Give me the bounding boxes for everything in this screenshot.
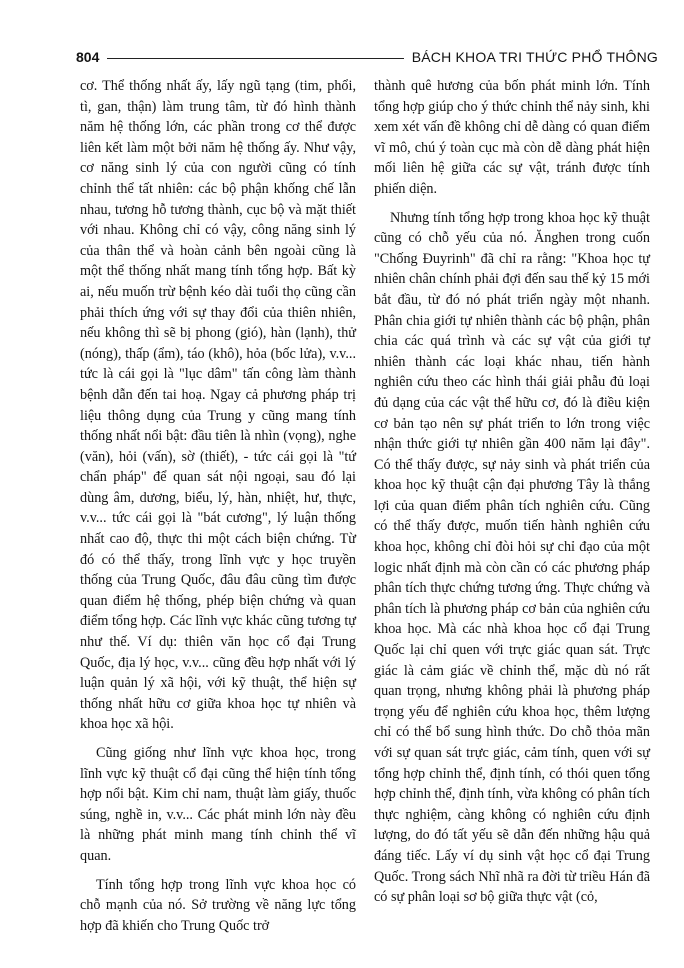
paragraph: thành quê hương của bốn phát minh lớn. Tính tổng hợp giúp cho ý thức chỉnh thể nảy sinh, khi xem xét vấn đề không chỉ dễ dàng có quan điểm vĩ mô, chú ý toàn cục mà còn dễ dàng phát hiện mối liên hệ giữa các sự vật, tránh được tính phiến diện.: [374, 78, 650, 197]
paragraph: Tính tổng hợp trong lĩnh vực khoa học có chỗ mạnh của nó. Sở trường về năng lực tổng hợp đã khiến cho Trung Quốc trở: [80, 876, 356, 934]
paragraph: Nhưng tính tổng hợp trong khoa học kỹ thuật cũng có chỗ yếu của nó. Ănghen trong cuốn "Chống Đuyrinh" đã chỉ ra rằng: "Khoa học tự nhiên chân chính phải đợi đến sau thế kỷ 15 mới bắt đầu, từ đó nó phát triển ngày một nhanh. Phân chia giới tự nhiên thành các bộ phận, phân chia các quá trình và các sự vật của giới tự nhiên thành các loại khác nhau, tiến hành nghiên cứu theo các hình thái giải phẫu đủ loại đủ dạng của các vật thể hữu cơ, đó là điều kiện cơ bản tạo nên sự phát triển to lớn trong việc nhận thức giới tự nhiên gần 400 năm lại đây". Có thể thấy được, sự nảy sinh và phát triển của khoa học kỹ thuật cận đại phương Tây là thắng lợi của quan điểm phân tích nghiên cứu. Cũng có thể thấy được, muốn tiến hành nghiên cứu khoa học, không chỉ đòi hỏi sự chỉ đạo của một logic nhất định mà còn cần có các phương pháp phân tích thực chứng tương ứng. Thực chứng và phân tích là phương pháp cơ bản của nghiên cứu khoa học. Mà các nhà khoa học cổ đại Trung Quốc lại chỉ quen với trực giác quan sát. Trực giác là cảm giác về chỉnh thể, mặc dù nó rất quan trọng, nhưng không phải là phương pháp trọng yếu để nghiên cứu khoa học, thêm lượng chỉ có thể bổ sung hình thức. Do chỗ thỏa mãn với sự quan sát trực giác, cảm tính, quen với sự tổng hợp chỉnh thể, định tính, có thói quen tổng hợp chỉnh thể, định tính, vừa không có phân tích thực nghiệm, càng không có nghiên cứu định lượng, do đó tất yếu sẽ dẫn đến những hậu quả đáng tiếc. Lấy ví dụ sinh vật học cổ đại Trung Quốc. Trong sách Nhĩ nhã ra đời từ triều Hán đã có sự phân loại sơ bộ giữa thực vật (cỏ,: [374, 209, 650, 906]
page-number: 804: [76, 49, 100, 65]
running-title: BÁCH KHOA TRI THỨC PHỔ THÔNG: [411, 49, 658, 65]
left-column: [80, 76, 356, 936]
right-column: [374, 76, 650, 908]
paragraph: Cũng giống như lĩnh vực khoa học, trong lĩnh vực kỹ thuật cổ đại cũng thể hiện tính tổng hợp nổi bật. Kim chỉ nam, thuật làm giấy, thuốc súng, nghề in, v.v... Các phát minh lớn này đều là những phát minh mang tính chỉnh thể vĩ quan.: [80, 745, 356, 864]
page-header: [76, 46, 658, 68]
header-rule: [107, 58, 403, 59]
paragraph: cơ. Thể thống nhất ấy, lấy ngũ tạng (tim, phổi, tì, gan, thận) làm trung tâm, từ đó hình thành năm hệ thống lớn, các phần trong cơ thể được liên kết làm một bởi năm hệ thống ấy. Như vậy, cơ năng sinh lý của con người cũng có tính chỉnh thể tất nhiên: các bộ phận khống chế lẫn nhau, tương hỗ tương thành, cục bộ và mặt thiết với nhau. Không chỉ có vậy, công năng sinh lý của thân thể và hoàn cảnh bên ngoài cũng là một thể thống nhất mang tính tổng hợp. Bất kỳ ai, nếu muốn trừ bệnh kéo dài tuổi thọ cũng cần phải thích ứng với sự thay đổi của thiên nhiên, nếu không thì sẽ bị phong (gió), hàn (lạnh), thử (nóng), thấp (ẩm), táo (khô), hỏa (bốc lửa), v.v... tức là cái gọi là "lục dâm" tấn công làm thành bệnh dẫn đến tai hoạ. Ngay cả phương pháp trị liệu thông dụng của Trung y cũng mang tính thống nhất nổi bật: đầu tiên là nhìn (vọng), nghe (văn), hỏi (vấn), sờ (thiết), - tức cái gọi là "tứ chẩn pháp" để quan sát nội ngoại, sau đó lại dùng âm, dương, biểu, lý, hàn, nhiệt, hư, thực, v.v... tức cái gọi là "bát cương", lý luận thống nhất cao độ, thực thi một cách biện chứng. Từ đó có thể thấy, trong lĩnh vực y học truyền thống của Trung Quốc, đâu đâu cũng tìm được quan điểm hệ thống, phép biện chứng và quan điểm tổng hợp. Các lĩnh vực khác cũng tương tự như thế. Ví dụ: thiên văn học cổ đại Trung Quốc, địa lý học, v.v... cũng đều hợp nhất với lý luận quản lý xã hội, với kỹ thuật, thể hiện sự thống nhất hữu cơ giữa khoa học tự nhiên và khoa học xã hội.: [80, 78, 356, 733]
